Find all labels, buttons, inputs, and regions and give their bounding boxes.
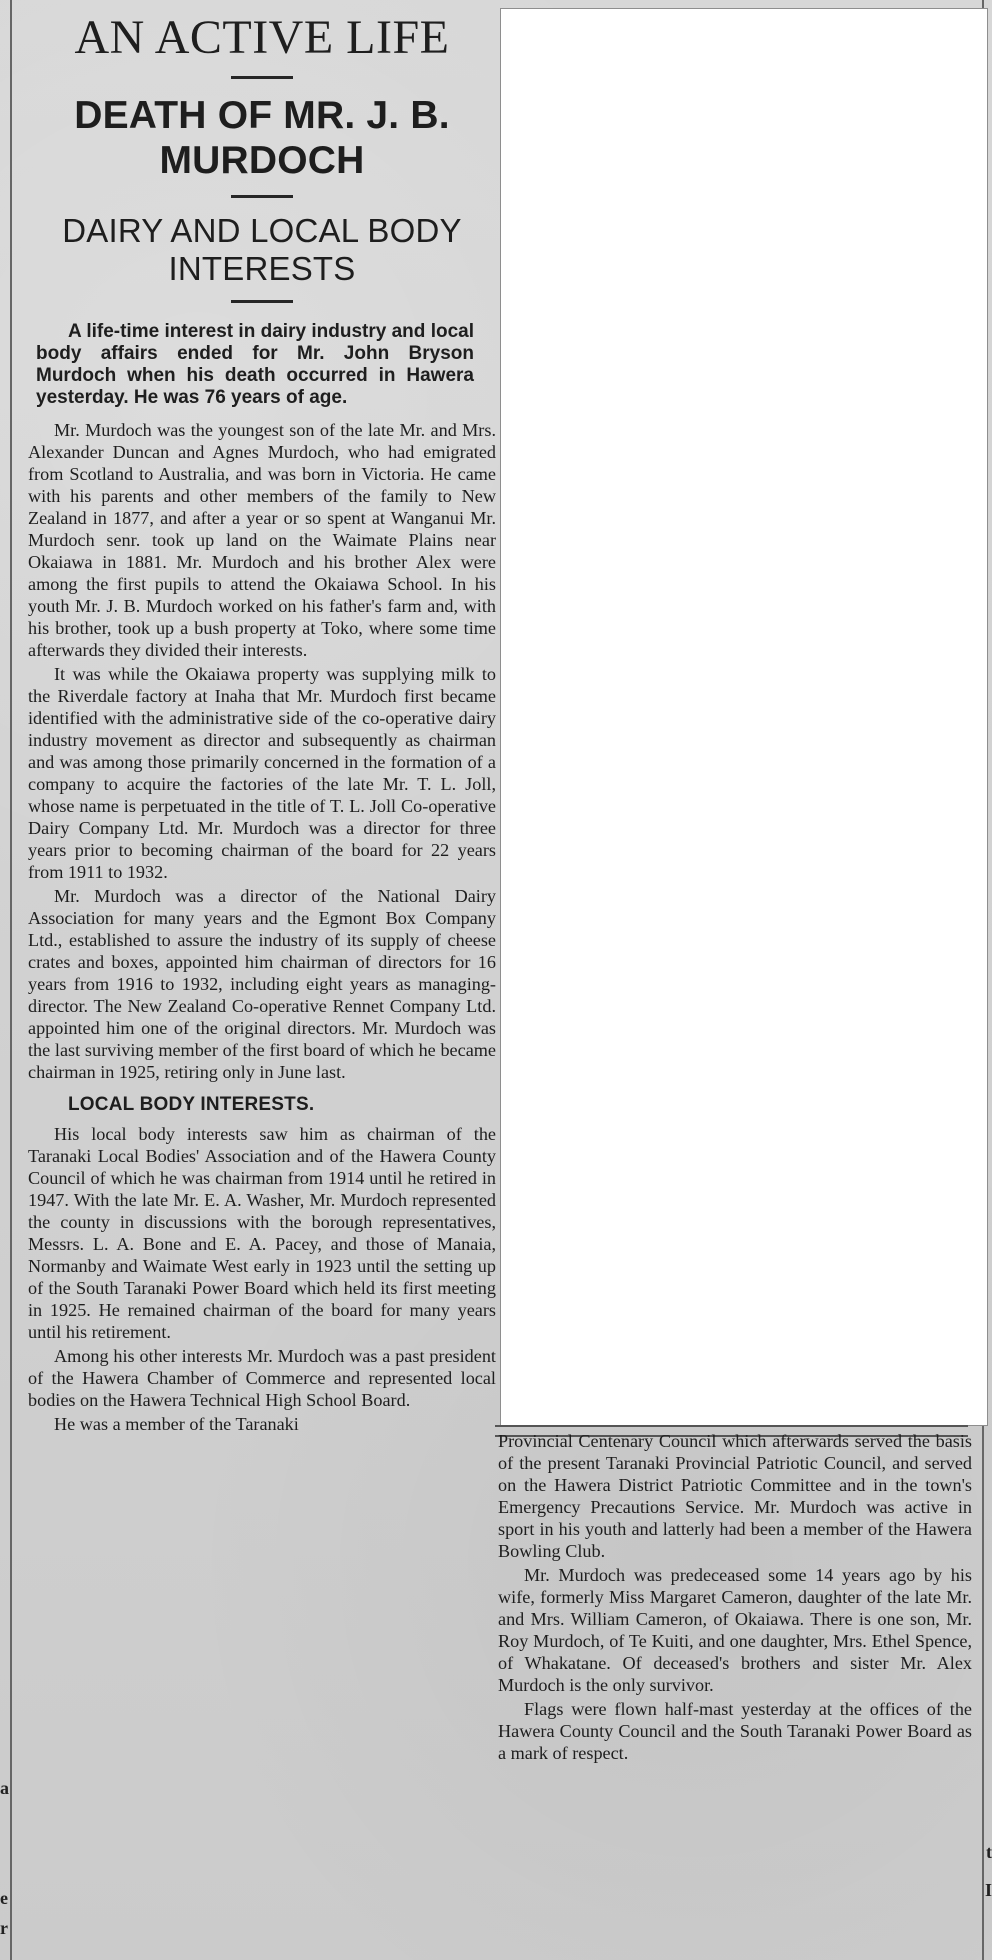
body-paragraph: Mr. Murdoch was predeceased some 14 years ago by his wife, formerly Miss Margaret Cameron, daughter of the late Mr. and Mrs. William Cameron, of Okaiawa. There is one son, Mr. Roy Murdoch, of Te Kuiti, and one daughter, Mrs. Ethel Spence, of Whakatane. Of deceased's brothers and sister Mr. Alex Murdoch is the only survivor. <box>498 1565 972 1695</box>
right-edge-mark: t <box>986 1842 992 1862</box>
body-paragraph: Among his other interests Mr. Murdoch was a past president of the Hawera Chamber of Commerce and represented local bodies on the Hawera Technical High School Board. <box>28 1346 496 1410</box>
subheadline-rule <box>231 300 293 303</box>
left-column-rule <box>10 0 12 1960</box>
blank-white-panel <box>500 8 988 1426</box>
body-paragraph: Flags were flown half-mast yesterday at the offices of the Hawera County Council and the South Taranaki Power Board as a mark of respect. <box>498 1699 972 1763</box>
body-paragraph: Mr. Murdoch was the youngest son of the late Mr. and Mrs. Alexander Duncan and Agnes Murdoch, who had emigrated from Scotland to Australia, and was born in Victoria. He came with his parents and other members of the family to New Zealand in 1877, and after a year or so spent at Wanganui Mr. Murdoch senr. took up land on the Waimate Plains near Okaiawa in 1881. Mr. Murdoch and his brother Alex were among the first pupils to attend the Okaiawa School. In his youth Mr. J. B. Murdoch worked on his father's farm and, with his brother, took up a bush property at Toko, where some time afterwards they divided their interests. <box>28 420 496 660</box>
headline-rule <box>231 195 293 198</box>
article-title: AN ACTIVE LIFE <box>74 11 450 64</box>
body-paragraph: Provincial Centenary Council which afterwards served the basis of the present Taranaki Provincial Patriotic Council, and served on the Hawera District Patriotic Committee and in the town's Emergency Precautions Service. Mr. Murdoch was active in sport in his youth and latterly had been a member of the Hawera Bowling Club. <box>498 1431 972 1561</box>
article-left-column <box>28 0 496 1435</box>
lead-paragraph: A life-time interest in dairy industry and local body affairs ended for Mr. John Bryson Murdoch when his death occurred in Hawera yesterday. He was 76 years of age. <box>36 321 474 408</box>
left-edge-mark: a <box>0 1778 9 1798</box>
left-edge-mark: e <box>0 1888 8 1908</box>
section-heading: LOCAL BODY INTERESTS. <box>68 1094 315 1115</box>
article-right-column <box>498 1430 972 1764</box>
body-paragraph: He was a member of the Taranaki <box>54 1414 299 1434</box>
article-body-right <box>498 1430 972 1764</box>
body-paragraph: It was while the Okaiawa property was supplying milk to the Riverdale factory at Inaha that Mr. Murdoch first became identified with the administrative side of the co-operative dairy industry movement as director and subsequently as chairman and was among those primarily concerned in the formation of a company to acquire the factories of the late Mr. T. L. Joll, whose name is perpetuated in the title of T. L. Joll Co-operative Dairy Company Ltd. Mr. Murdoch was a director for three years prior to becoming chairman of the board for 22 years from 1911 to 1932. <box>28 664 496 882</box>
left-edge-mark: r <box>0 1918 8 1938</box>
article-body-left <box>28 419 496 1083</box>
local-body-section <box>28 1123 496 1435</box>
body-paragraph: Mr. Murdoch was a director of the National Dairy Association for many years and the Egmont Box Company Ltd., established to assure the industry of its supply of cheese crates and boxes, appointed him chairman of directors for 16 years from 1916 to 1932, including eight years as managing-director. The New Zealand Co-operative Rennet Company Ltd. appointed him one of the original directors. Mr. Murdoch was the last surviving member of the first board of which he became chairman in 1925, retiring only in June last. <box>28 886 496 1082</box>
right-edge-mark: I <box>984 1880 992 1900</box>
body-paragraph: His local body interests saw him as chairman of the Taranaki Local Bodies' Association and of the Hawera County Council of which he was chairman from 1914 until he retired in 1947. With the late Mr. E. A. Washer, Mr. Murdoch represented the county in discussions with the borough representatives, Messrs. L. A. Bone and E. A. Pacey, and those of Manaia, Normanby and Waimate West early in 1923 until the setting up of the South Taranaki Power Board which held its first meeting in 1925. He remained chairman of the board for many years until his retirement. <box>28 1124 496 1342</box>
title-rule <box>231 76 293 79</box>
article-subheadline: DAIRY AND LOCAL BODY INTERESTS <box>62 212 462 287</box>
article-headline: DEATH OF MR. J. B. MURDOCH <box>74 94 450 182</box>
